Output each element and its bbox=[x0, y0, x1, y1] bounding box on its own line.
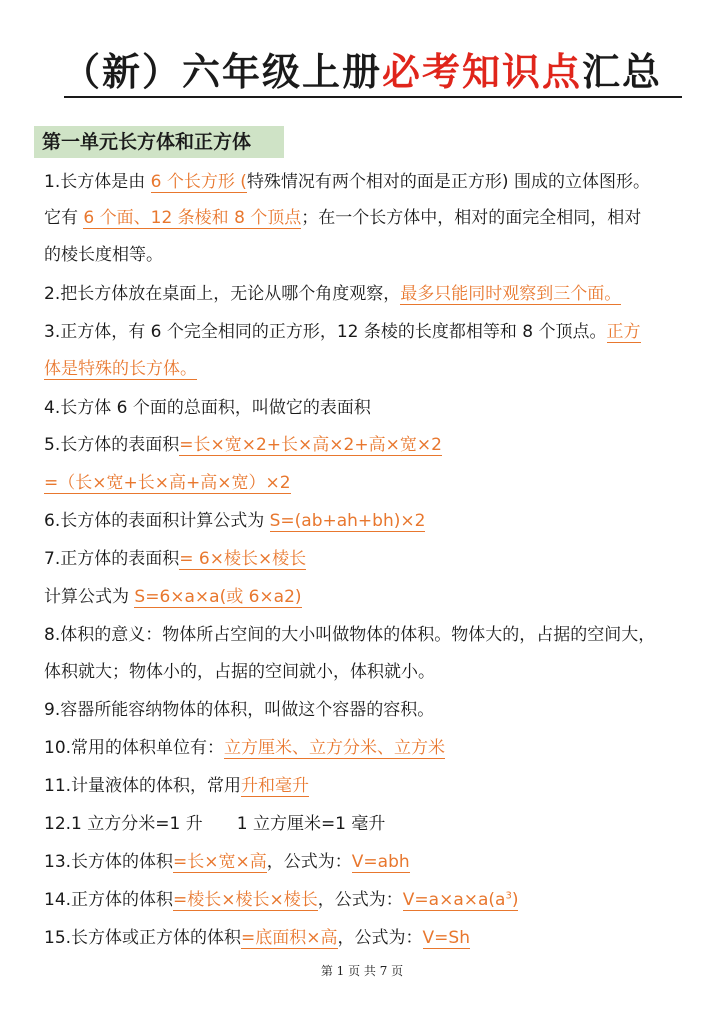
highlight: 6 个长方形 ( bbox=[150, 172, 247, 192]
unit-heading: 第一单元长方体和正方体 bbox=[34, 126, 284, 158]
page-footer: 第 1 页 共 7 页 bbox=[320, 964, 404, 978]
highlight: S=6×a×a(或 6×a2) bbox=[134, 587, 302, 607]
item-7-line-1: 7.正方体的表面积= 6×棱长×棱长 bbox=[44, 549, 307, 569]
highlight: 立方厘米、立方分米、立方米 bbox=[224, 738, 446, 758]
item-7-line-2: 计算公式为 S=6×a×a(或 6×a2) bbox=[44, 587, 302, 607]
item-3-line-1: 3.正方体，有 6 个完全相同的正方形，12 条棱的长度都相等和 8 个顶点。正方 bbox=[44, 322, 641, 342]
highlight: =底面积×高 bbox=[241, 928, 338, 948]
item-8-line-2: 体积就大；物体小的，占据的空间就小，体积就小。 bbox=[44, 662, 435, 682]
page-title bbox=[0, 46, 724, 98]
item-9: 9.容器所能容纳物体的体积，叫做这个容器的容积。 bbox=[44, 700, 435, 720]
highlight: $V=a\times a\times a(a^3)$ bbox=[402, 890, 519, 910]
item-4: 4.长方体 6 个面的总面积，叫做它的表面积 bbox=[44, 398, 371, 418]
highlight: S=(ab+ah+bh)×2 bbox=[269, 511, 426, 531]
highlight: 6 个面、12 条棱和 8 个顶点 bbox=[83, 208, 302, 228]
item-2: 2.把长方体放在桌面上，无论从哪个角度观察，最多只能同时观察到三个面。 bbox=[44, 284, 622, 304]
item-3-line-2 bbox=[44, 357, 197, 381]
highlight: 体是特殊的长方体。 bbox=[44, 359, 197, 379]
highlight: 正方 bbox=[606, 322, 641, 342]
item-12: 12.1 立方分米=1 升 1 立方厘米=1 毫升 bbox=[44, 814, 386, 834]
title-part-1: （新）六年级上册 bbox=[61, 50, 382, 94]
item-14: 14.正方体的体积=棱长×棱长×棱长，公式为：$V=a\times a\times a(a^3)$ bbox=[44, 890, 519, 910]
item-1-line-3: 的棱长度相等。 bbox=[44, 245, 163, 265]
highlight: 最多只能同时观察到三个面。 bbox=[400, 284, 622, 304]
title-underline bbox=[64, 96, 682, 98]
highlight: V=Sh bbox=[422, 928, 470, 948]
item-1-line-1: 1.长方体是由 6 个长方形 (特殊情况有两个相对的面是正方形) 围成的立体图形。 bbox=[44, 172, 650, 192]
item-11: 11.计量液体的体积，常用升和毫升 bbox=[44, 776, 310, 796]
highlight: = 6×棱长×棱长 bbox=[179, 549, 307, 569]
highlight: 升和毫升 bbox=[241, 776, 310, 796]
item-8-line-1: 8.体积的意义：物体所占空间的大小叫做物体的体积。物体大的，占据的空间大， bbox=[44, 625, 656, 645]
title-part-3: 汇总 bbox=[582, 50, 663, 94]
highlight: =长×宽×高 bbox=[173, 852, 267, 872]
item-15: 15.长方体或正方体的体积=底面积×高，公式为：V=Sh bbox=[44, 928, 470, 948]
highlight: =棱长×棱长×棱长 bbox=[173, 890, 318, 910]
item-5-line-1: 5.长方体的表面积=长×宽×2+长×高×2+高×宽×2 bbox=[44, 435, 442, 455]
item-13: 13.长方体的体积=长×宽×高，公式为：V=abh bbox=[44, 852, 410, 872]
item-10: 10.常用的体积单位有：立方厘米、立方分米、立方米 bbox=[44, 738, 446, 758]
item-5-line-2 bbox=[44, 471, 291, 495]
highlight: V=abh bbox=[351, 852, 410, 872]
item-6: 6.长方体的表面积计算公式为 S=(ab+ah+bh)×2 bbox=[44, 511, 426, 531]
highlight: =长×宽×2+长×高×2+高×宽×2 bbox=[179, 435, 442, 455]
highlight: =（长×宽+长×高+高×宽）×2 bbox=[44, 473, 291, 493]
title-part-2: 必考知识点 bbox=[381, 50, 582, 94]
item-1-line-2: 它有 6 个面、12 条棱和 8 个顶点；在一个长方体中，相对的面完全相同，相对 bbox=[44, 208, 642, 228]
